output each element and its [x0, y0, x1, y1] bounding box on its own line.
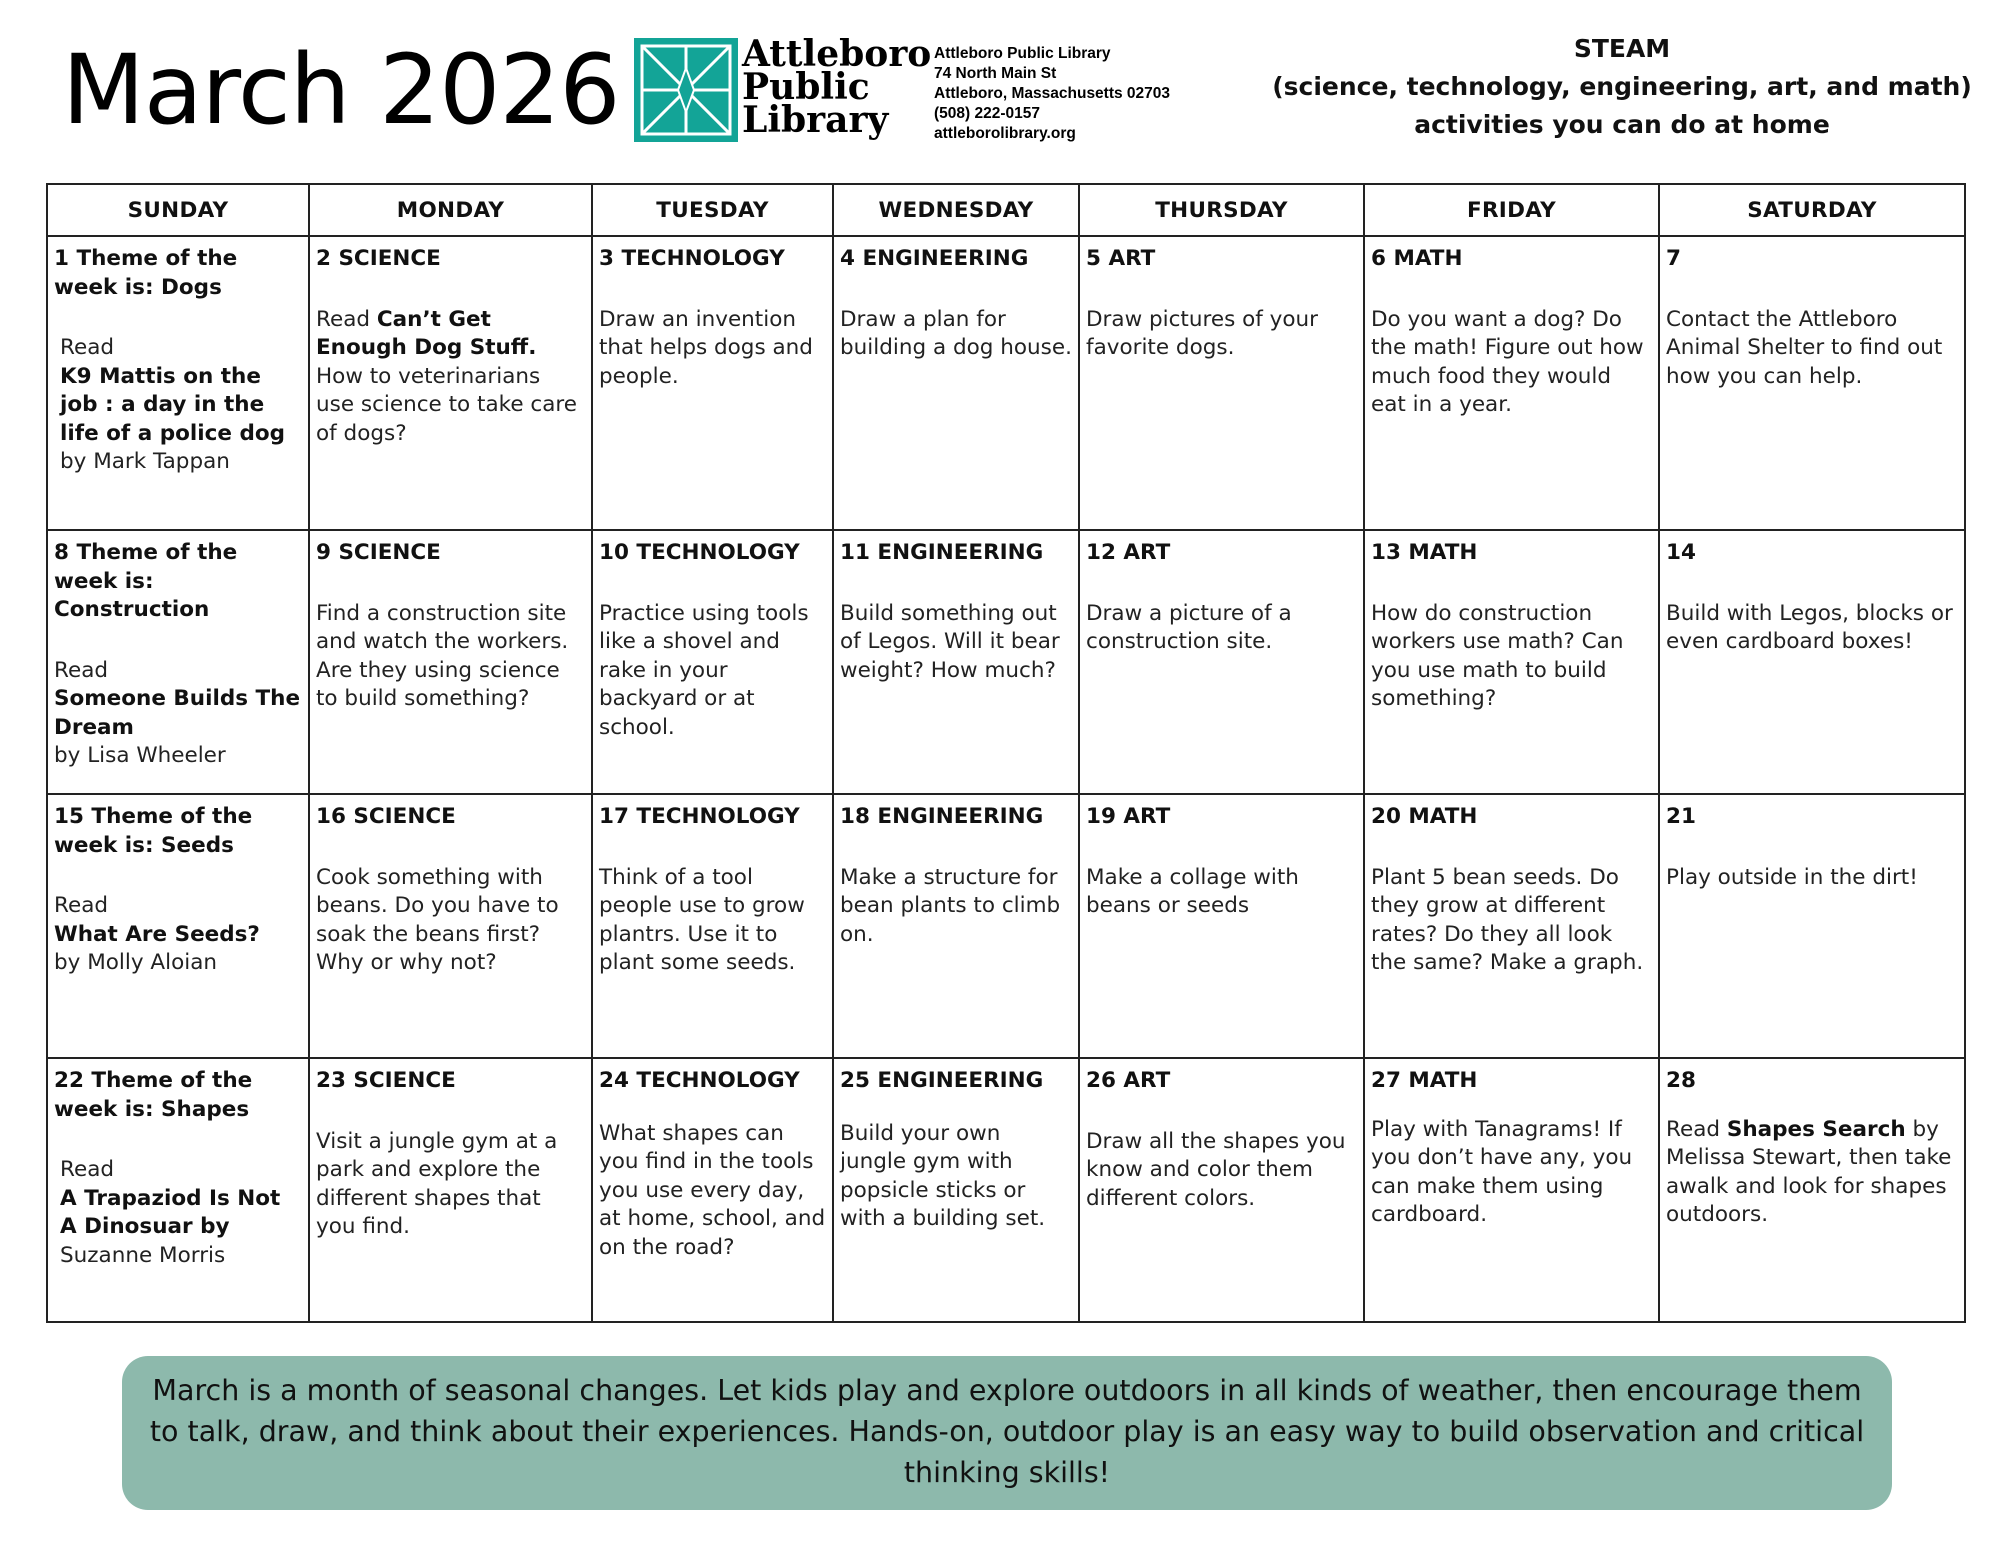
day-cell-3 — [592, 236, 833, 530]
book-author: by Lisa Wheeler — [54, 743, 226, 768]
day-activity: Think of a tool people use to grow plantrs. Use it to plant some seeds. — [599, 864, 805, 975]
day-heading: 19 ART — [1086, 804, 1171, 829]
day-activity: Build your own jungle gym with popsicle sticks or with a building set. — [840, 1120, 1046, 1231]
day-heading: 9 SCIENCE — [316, 540, 441, 565]
day-heading: 28 — [1666, 1068, 1696, 1093]
book-title: Someone Builds The Dream — [54, 686, 301, 740]
day-heading: 8 Theme of the week is: Construction — [54, 540, 238, 622]
day-activity: Build with Legos, blocks or even cardboard boxes! — [1666, 600, 1953, 654]
day-cell-4 — [833, 236, 1079, 530]
day-cell-14 — [1659, 530, 1965, 794]
day-activity — [316, 306, 585, 449]
weekday-sunday: SUNDAY — [47, 184, 309, 236]
week-row — [47, 530, 1965, 794]
day-heading: 23 SCIENCE — [316, 1068, 456, 1093]
weekday-tuesday: TUESDAY — [592, 184, 833, 236]
weekday-wednesday: WEDNESDAY — [833, 184, 1079, 236]
day-heading: 27 MATH — [1371, 1068, 1478, 1093]
day-cell-24 — [592, 1058, 833, 1322]
day-heading: 17 TECHNOLOGY — [599, 804, 800, 829]
seasonal-note-banner: March is a month of seasonal changes. Let kids play and explore outdoors in all kinds of weather, then encourage them to talk, draw, and think about their experiences. Hands-on, outdoor play is an easy way to build observation and critical thinking skills! — [122, 1356, 1892, 1510]
address-street: 74 North Main St — [934, 65, 1057, 82]
activity-text: Read — [1666, 1116, 1727, 1142]
day-heading: 22 Theme of the week is: Shapes — [54, 1068, 253, 1122]
day-heading: 5 ART — [1086, 246, 1156, 271]
day-cell-26 — [1079, 1058, 1364, 1322]
day-cell-6 — [1364, 236, 1659, 530]
day-activity: Draw a picture of a construction site. — [1086, 600, 1292, 654]
calendar-grid — [46, 183, 1966, 1323]
day-activity: Make a structure for bean plants to climb on. — [840, 864, 1061, 947]
day-activity: Contact the Attleboro Animal Shelter to find out how you can help. — [1666, 306, 1943, 389]
read-label: Read — [60, 1157, 115, 1182]
day-cell-2 — [309, 236, 592, 530]
day-cell-17 — [592, 794, 833, 1058]
day-activity: Plant 5 bean seeds. Do they grow at different rates? Do they all look the same? Make a graph. — [1371, 864, 1644, 975]
steam-line-2: (science, technology, engineering, art, and math) — [1272, 72, 1972, 101]
book-title: A Trapaziod Is Not A Dinosuar by — [60, 1185, 281, 1239]
day-activity: Play with Tanagrams! If you don’t have any, you can make them using cardboard. — [1371, 1116, 1633, 1227]
week-row — [47, 1058, 1965, 1322]
day-heading: 24 TECHNOLOGY — [599, 1068, 800, 1093]
read-label: Read — [54, 657, 109, 683]
day-cell-27 — [1364, 1058, 1659, 1322]
book-author: Suzanne Morris — [60, 1242, 226, 1268]
day-activity: Draw an invention that helps dogs and people. — [599, 306, 813, 389]
day-heading: 20 MATH — [1371, 804, 1478, 829]
day-activity: Draw a plan for building a dog house. — [840, 306, 1072, 360]
weekday-thursday: THURSDAY — [1079, 184, 1364, 236]
day-cell-10 — [592, 530, 833, 794]
day-activity: Visit a jungle gym at a park and explore the different shapes that you find. — [316, 1128, 558, 1239]
address-website: attleborolibrary.org — [934, 125, 1076, 142]
steam-heading — [1262, 30, 1982, 144]
day-cell-5 — [1079, 236, 1364, 530]
day-cell-19 — [1079, 794, 1364, 1058]
day-cell-11 — [833, 530, 1079, 794]
week-row — [47, 236, 1965, 530]
day-cell-13 — [1364, 530, 1659, 794]
day-heading: 3 TECHNOLOGY — [599, 246, 785, 271]
day-cell-22 — [47, 1058, 309, 1322]
day-heading: 15 Theme of the week is: Seeds — [54, 804, 253, 858]
library-address — [934, 44, 1170, 144]
activity-text: Read — [316, 306, 377, 332]
day-heading: 1 Theme of the week is: Dogs — [54, 246, 238, 300]
day-activity: Practice using tools like a shovel and rake in your backyard or at school. — [599, 600, 809, 740]
day-cell-21 — [1659, 794, 1965, 1058]
day-activity: Play outside in the dirt! — [1666, 864, 1918, 890]
page-title: March 2026 — [62, 34, 620, 146]
book-title: Shapes Search — [1726, 1116, 1906, 1142]
day-activity: Draw all the shapes you know and color them different colors. — [1086, 1128, 1346, 1211]
day-heading: 2 SCIENCE — [316, 246, 441, 271]
week-row — [47, 794, 1965, 1058]
address-name: Attleboro Public Library — [934, 45, 1111, 62]
weekday-header-row — [47, 184, 1965, 236]
day-heading: 25 ENGINEERING — [840, 1068, 1044, 1093]
book-title: K9 Mattis on the job : a day in the life of a police dog — [60, 363, 286, 446]
day-heading: 12 ART — [1086, 540, 1171, 565]
book-author: by Molly Aloian — [54, 950, 218, 975]
day-cell-23 — [309, 1058, 592, 1322]
day-heading: 18 ENGINEERING — [840, 804, 1044, 829]
day-activity — [1666, 1116, 1958, 1230]
day-cell-9 — [309, 530, 592, 794]
weekday-friday: FRIDAY — [1364, 184, 1659, 236]
day-heading: 26 ART — [1086, 1068, 1171, 1093]
logo-line-2: Public — [742, 66, 870, 108]
weekday-saturday: SATURDAY — [1659, 184, 1965, 236]
day-activity: Do you want a dog? Do the math! Figure out how much food they would eat in a year. — [1371, 306, 1644, 417]
read-label: Read — [60, 335, 115, 360]
weekday-monday: MONDAY — [309, 184, 592, 236]
day-activity: Make a collage with beans or seeds — [1086, 864, 1299, 918]
day-cell-16 — [309, 794, 592, 1058]
day-activity: Draw pictures of your favorite dogs. — [1086, 306, 1319, 360]
day-cell-18 — [833, 794, 1079, 1058]
library-logo-icon — [634, 38, 738, 142]
steam-line-1: STEAM — [1573, 34, 1671, 63]
day-cell-12 — [1079, 530, 1364, 794]
day-cell-20 — [1364, 794, 1659, 1058]
book-title: What Are Seeds? — [54, 921, 260, 947]
day-cell-8 — [47, 530, 309, 794]
read-label: Read — [54, 893, 109, 918]
steam-line-3: activities you can do at home — [1414, 110, 1830, 139]
logo-line-1: Attleboro — [742, 33, 932, 75]
day-activity: What shapes can you find in the tools you use every day, at home, school, and on the road? — [599, 1120, 826, 1260]
library-logo-wordmark — [742, 33, 932, 141]
day-heading: 13 MATH — [1371, 540, 1478, 565]
day-cell-25 — [833, 1058, 1079, 1322]
day-activity: How do construction workers use math? Can you use math to build something? — [1371, 600, 1624, 711]
logo-line-3: Library — [742, 99, 889, 141]
day-heading: 21 — [1666, 804, 1696, 829]
day-heading: 14 — [1666, 540, 1696, 565]
activity-text: by Melissa Stewart, then take awalk and look for shapes outdoors. — [1666, 1116, 1952, 1227]
day-activity: Find a construction site and watch the workers. Are they using science to build something? — [316, 600, 569, 711]
day-cell-1 — [47, 236, 309, 530]
day-activity: Cook something with beans. Do you have to soak the beans first? Why or why not? — [316, 864, 559, 975]
day-heading: 4 ENGINEERING — [840, 246, 1029, 271]
book-title: Can’t Get Enough Dog Stuff. — [316, 306, 537, 360]
address-city: Attleboro, Massachusetts 02703 — [934, 85, 1171, 102]
day-cell-7 — [1659, 236, 1965, 530]
day-heading: 6 MATH — [1371, 246, 1463, 271]
book-author: by Mark Tappan — [60, 449, 230, 474]
activity-text: How to veterinarians use science to take care of dogs? — [316, 363, 577, 446]
day-heading: 16 SCIENCE — [316, 804, 456, 829]
day-heading: 7 — [1666, 246, 1681, 271]
day-heading: 11 ENGINEERING — [840, 540, 1044, 565]
address-phone: (508) 222-0157 — [934, 105, 1040, 122]
day-heading: 10 TECHNOLOGY — [599, 540, 800, 565]
day-activity: Build something out of Legos. Will it bear weight? How much? — [840, 600, 1060, 683]
day-cell-28 — [1659, 1058, 1965, 1322]
day-cell-15 — [47, 794, 309, 1058]
